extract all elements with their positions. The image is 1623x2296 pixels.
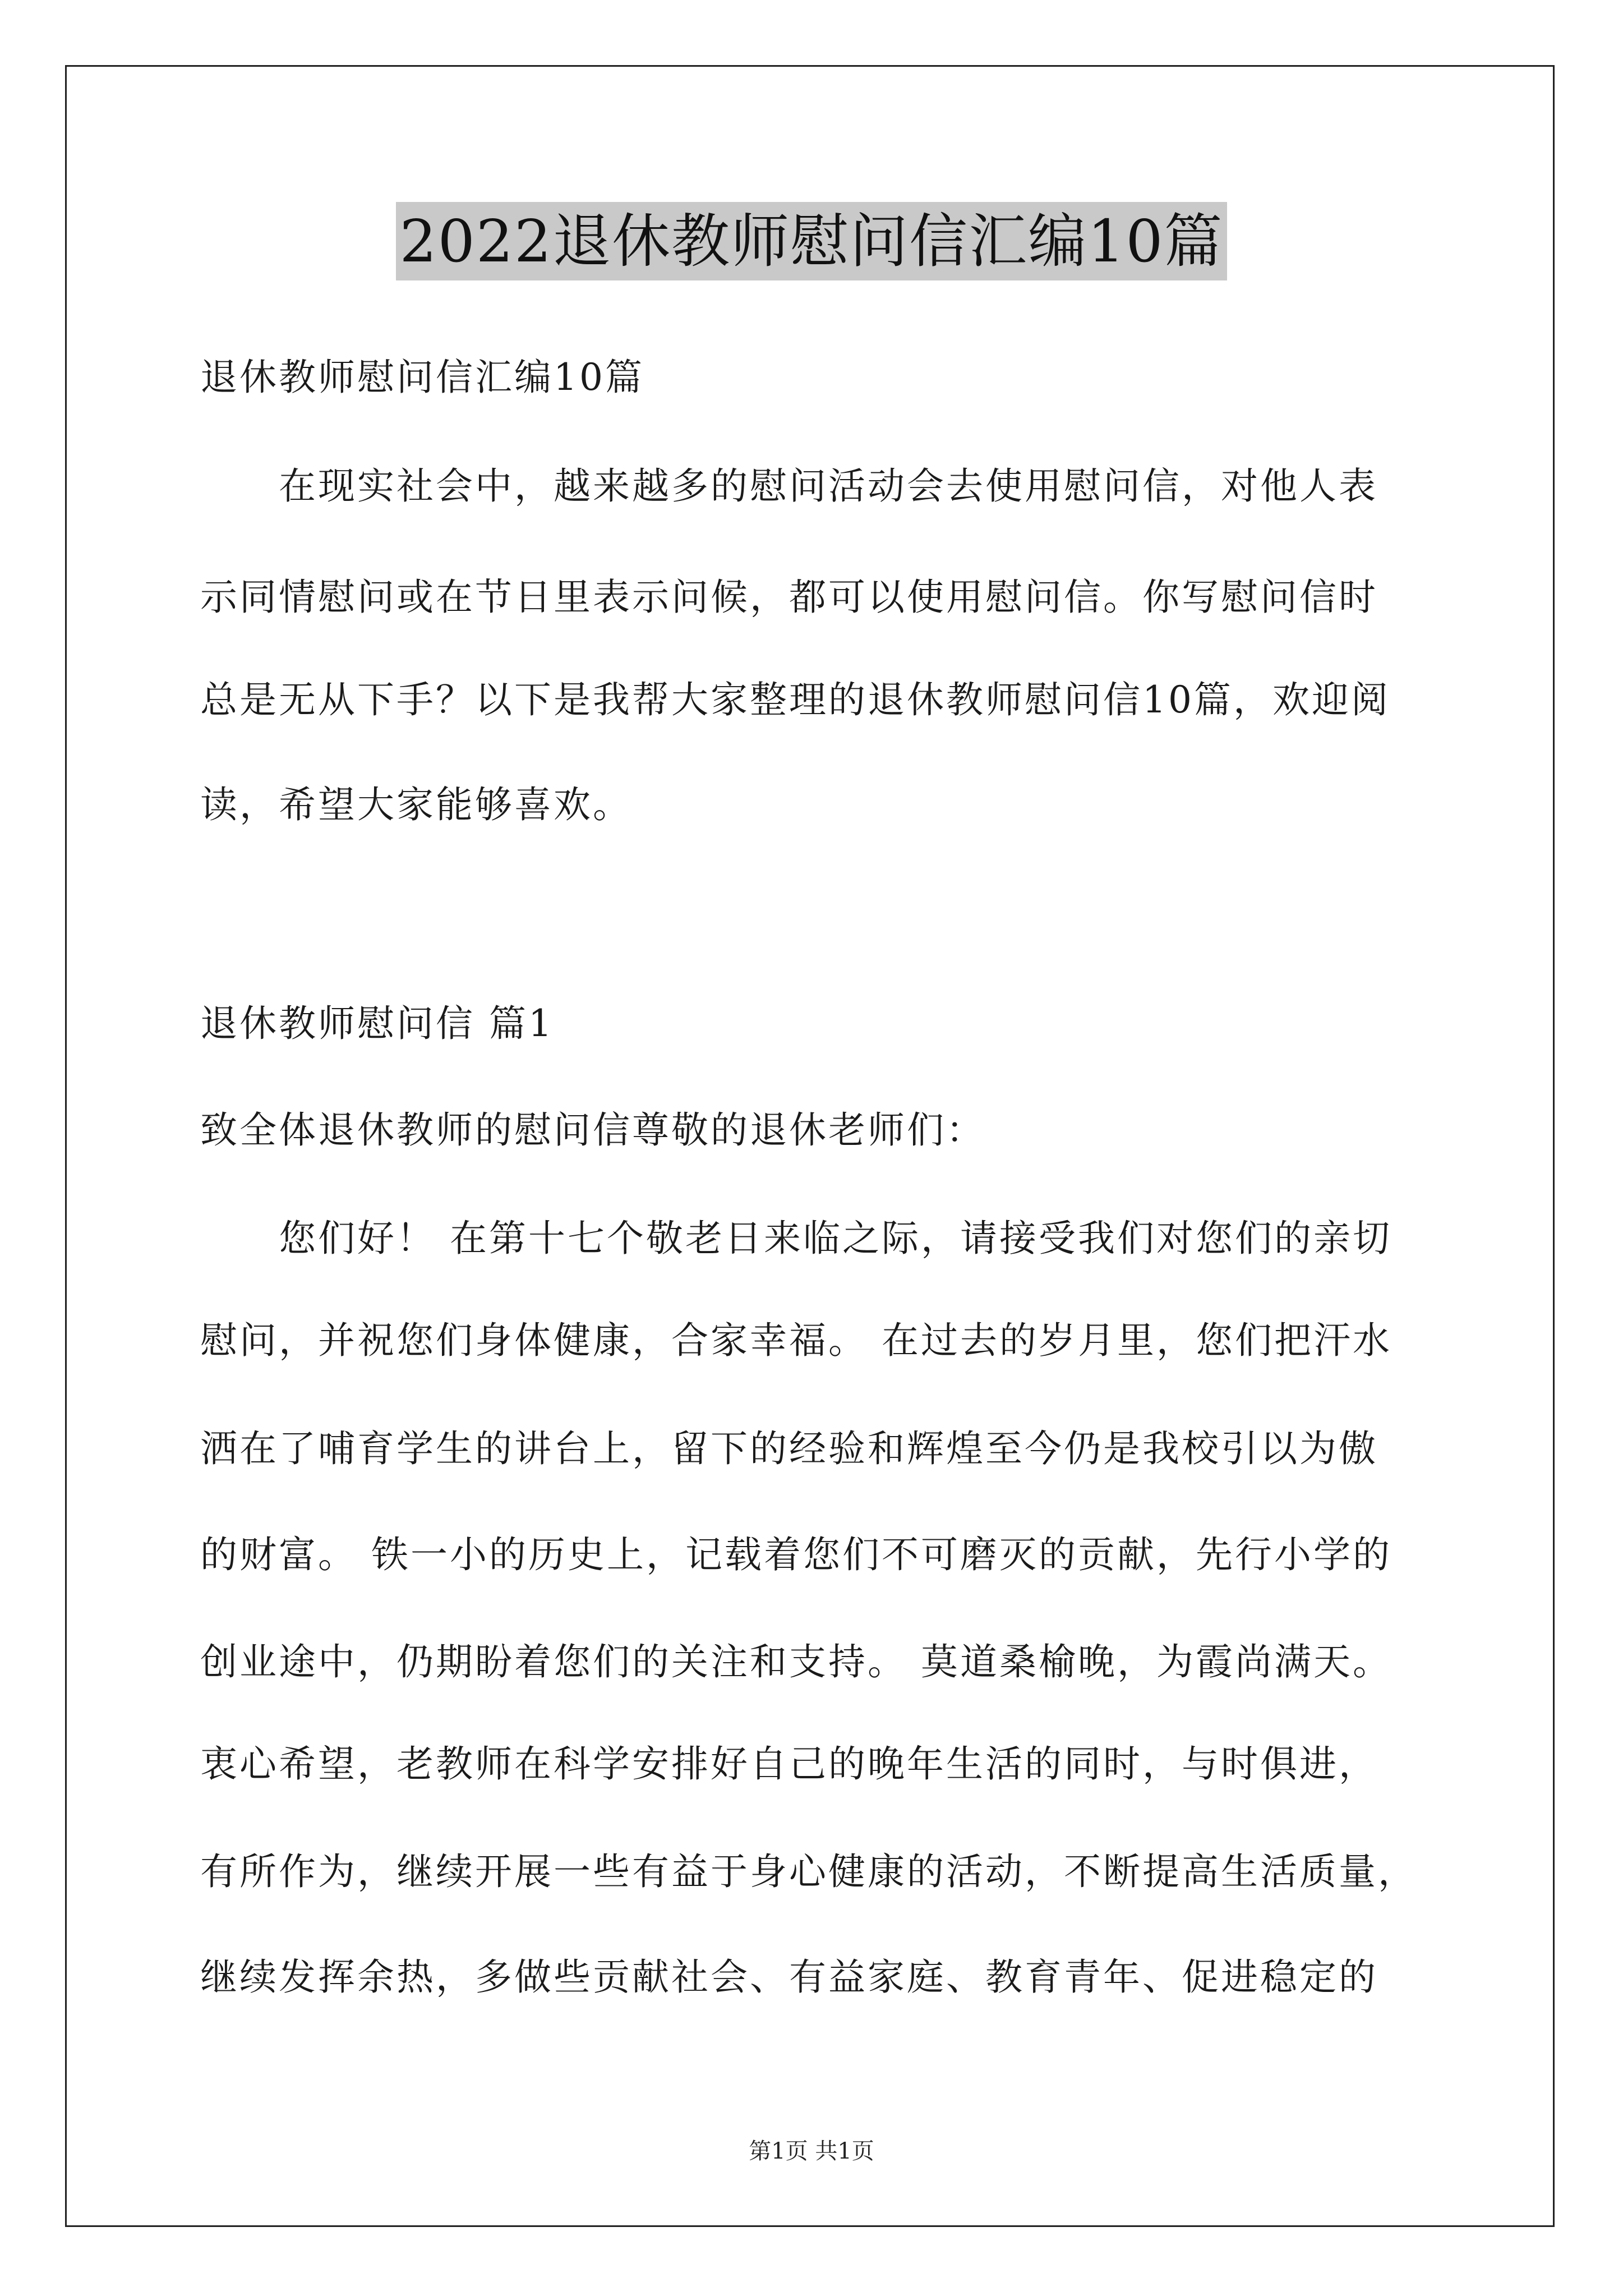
intro-line-3: 总是无从下手？以下是我帮大家整理的退休教师慰问信10篇，欢迎阅: [200, 678, 1390, 721]
title-block: [0, 202, 1623, 280]
page-footer: 第1页 共1页: [749, 2138, 874, 2164]
intro-line-4: 读，希望大家能够喜欢。: [200, 783, 632, 826]
intro-line-1: 在现实社会中，越来越多的慰问活动会去使用慰问信，对他人表: [279, 464, 1378, 508]
document-title: 2022退休教师慰问信汇编10篇: [396, 202, 1227, 280]
body-line-1: 您们好！ 在第十七个敬老日来临之际，请接受我们对您们的亲切: [279, 1217, 1392, 1260]
body-line-4: 的财富。 铁一小的历史上，记载着您们不可磨灭的贡献，先行小学的: [200, 1533, 1392, 1576]
body-line-3: 洒在了哺育学生的讲台上，留下的经验和辉煌至今仍是我校引以为傲: [200, 1427, 1378, 1470]
body-line-2: 慰问，并祝您们身体健康，合家幸福。 在过去的岁月里，您们把汗水: [200, 1319, 1392, 1362]
intro-line-2: 示同情慰问或在节日里表示问候，都可以使用慰问信。你写慰问信时: [200, 576, 1378, 619]
salutation: 致全体退休教师的慰问信尊敬的退休老师们：: [200, 1108, 985, 1152]
body-line-6: 衷心希望，老教师在科学安排好自己的晚年生活的同时，与时俱进，: [200, 1742, 1378, 1786]
body-line-8: 继续发挥余热，多做些贡献社会、有益家庭、教育青年、促进稳定的: [200, 1955, 1378, 1999]
body-line-7: 有所作为，继续开展一些有益于身心健康的活动，不断提高生活质量，: [200, 1850, 1417, 1893]
body-line-5: 创业途中，仍期盼着您们的关注和支持。 莫道桑榆晚，为霞尚满天。: [200, 1640, 1392, 1683]
document-subtitle: 退休教师慰问信汇编10篇: [200, 356, 644, 399]
section-heading: 退休教师慰问信 篇1: [200, 1002, 554, 1045]
